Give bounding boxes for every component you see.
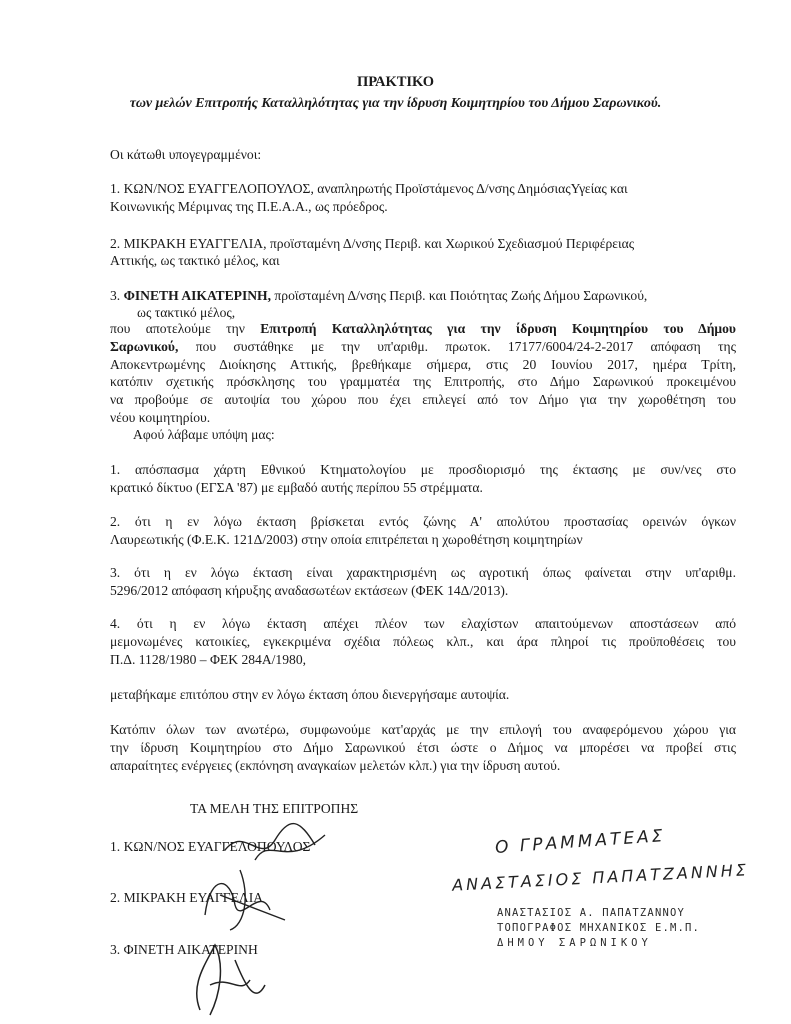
member-1-line-2: Κοινωνικής Μέριμνας της Π.Ε.Α.Α., ως πρόεδρος.: [110, 199, 388, 214]
stamp-line-2: ΤΟΠΟΓΡΑΦΟΣ ΜΗΧΑΝΙΚΟΣ Ε.Μ.Π.: [497, 922, 701, 934]
signature-name-2: 2. ΜΙΚΡΑΚΗ ΕΥΑΓΓΕΛΙΑ: [110, 890, 264, 905]
item-3: 3. ότι η εν λόγω έκταση είναι χαρακτηρισμένη ως αγροτική όπως φαίνεται στην υπ'αριθμ. 5296/2012 απόφαση κήρυξης αναδασωτέων εκτάσεων (ΦΕΚ 14Δ/2013).: [110, 565, 736, 598]
committee-line-4: κατόπιν σχετικής πρόσκλησης του γραμματέα της Επιτροπής, στο Δήμο Σαρωνικού προκειμένου: [110, 374, 736, 390]
member-3-line-1: [110, 287, 647, 304]
signature-scribble-3: [180, 925, 270, 1020]
item-1: 1. απόσπασμα χάρτη Εθνικού Κτηματολογίου με προσδιορισμό της έκτασης με συν/νες στο κρατικό δίκτυο (ΕΓΣΑ '87) με εμβαδό αυτής περίπου 55 στρέμματα.: [110, 462, 736, 495]
item-2: 2. ότι η εν λόγω έκταση βρίσκεται εντός ζώνης Α' απολύτου προστασίας ορεινών όγκων Λαυρεωτικής (Φ.Ε.Κ. 121Δ/2003) στην οποία επιτρέπεται η χωροθέτηση κοιμητηρίων: [110, 514, 736, 547]
secretary-hand-name: ΑΝΑΣΤΑΣΙΟΣ ΠΑΠΑΤΖΑΝΝΗΣ: [451, 860, 750, 895]
signature-name-3: 3. ΦΙΝΕΤΗ ΑΙΚΑΤΕΡΙΝΗ: [110, 942, 258, 957]
member-3-role: προϊσταμένη Δ/νσης Περιβ. και Ποιότητας Ζωής Δήμου Σαρωνικού,: [271, 288, 648, 303]
member-3-line-2: ως τακτικό μέλος,: [137, 305, 236, 320]
document-title: ΠΡΑΚΤΙΚΟ: [356, 74, 434, 90]
document-subtitle: των μελών Επιτροπής Καταλληλότητας για την ίδρυση Κοιμητηρίου του Δήμου Σαρωνικού.: [129, 96, 662, 111]
signatures-heading: ΤΑ ΜΕΛΗ ΤΗΣ ΕΠΙΤΡΟΠΗΣ: [190, 801, 359, 816]
member-2-line-1: 2. ΜΙΚΡΑΚΗ ΕΥΑΓΓΕΛΙΑ, προϊσταμένη Δ/νσης Περιβ. και Χωρικού Σχεδιασμού Περιφέρειας: [110, 236, 635, 251]
committee-line-6: νέου κοιμητηρίου.: [110, 409, 211, 425]
considering-line: Αφού λάβαμε υπόψη μας:: [133, 427, 275, 442]
committee-line-2: Σαρωνικού, που συστάθηκε με την υπ'αριθμ. πρωτοκ. 17177/6004/24-2-2017 απόφαση της: [110, 338, 736, 354]
item-4: 4. ότι η εν λόγω έκταση απέχει πλέον των ελαχίστων απαιτούμενων αποστάσεων από μεμονωμένες κατοικίες, εγκεκριμένα σχέδια πόλεως κλπ., και άρα πληροί τις προϋποθέσεις του Π.Δ. 1128/1980 – ΦΕΚ 284Α/1980,: [110, 616, 736, 667]
stamp-line-3: ΔΗΜΟΥ ΣΑΡΩΝΙΚΟΥ: [497, 937, 652, 949]
committee-line-5: να προβούμε σε αυτοψία του χώρου που έχει επιλεγεί από τον Δήμο για την χωροθέτηση του: [110, 392, 736, 408]
inspection-line: μεταβήκαμε επιτόπου στην εν λόγω έκταση όπου διενεργήσαμε αυτοψία.: [110, 687, 510, 702]
committee-line-1: που αποτελούμε την Επιτροπή Καταλληλότητας για την ίδρυση Κοιμητηρίου του Δήμου: [110, 321, 736, 336]
signature-name-1: 1. ΚΩΝ/ΝΟΣ ΕΥΑΓΓΕΛΟΠΟΥΛΟΣ: [110, 839, 311, 854]
member-2-line-2: Αττικής, ως τακτικό μέλος, και: [110, 253, 280, 268]
member-1-line-1: 1. ΚΩΝ/ΝΟΣ ΕΥΑΓΓΕΛΟΠΟΥΛΟΣ, αναπληρωτής Προϊστάμενος Δ/νσης ΔημόσιαςΥγείας και: [110, 181, 628, 196]
committee-line-3: Αποκεντρωμένης Διοίκησης Αττικής, βρεθήκαμε σήμερα, στις 20 Ιουνίου 2017, ημέρα Τρίτη,: [110, 356, 736, 372]
secretary-hand-title: Ο ΓΡΑΜΜΑΤΕΑΣ: [494, 826, 667, 858]
conclusion-paragraph: Κατόπιν όλων των ανωτέρω, συμφωνούμε κατ'αρχάς με την επιλογή του αναφερόμενου χώρου για την ίδρυση Κοιμητηρίου στο Δήμο Σαρωνικού έτσι ώστε ο Δήμος να μπορέσει να προβεί στις απαραίτητες ενέργειες (εκπόνηση αναγκαίων μελετών κλπ.) για την ίδρυση αυτού.: [110, 722, 736, 773]
member-3-name: ΦΙΝΕΤΗ ΑΙΚΑΤΕΡΙΝΗ,: [123, 288, 272, 303]
intro-line: Οι κάτωθι υπογεγραμμένοι:: [110, 147, 262, 162]
stamp-line-1: ΑΝΑΣΤΑΣΙΟΣ Α. ΠΑΠΑΤΖΑΝΝΟΥ: [497, 907, 686, 919]
member-3-number: 3.: [110, 288, 124, 303]
committee-paragraph: [110, 320, 736, 427]
